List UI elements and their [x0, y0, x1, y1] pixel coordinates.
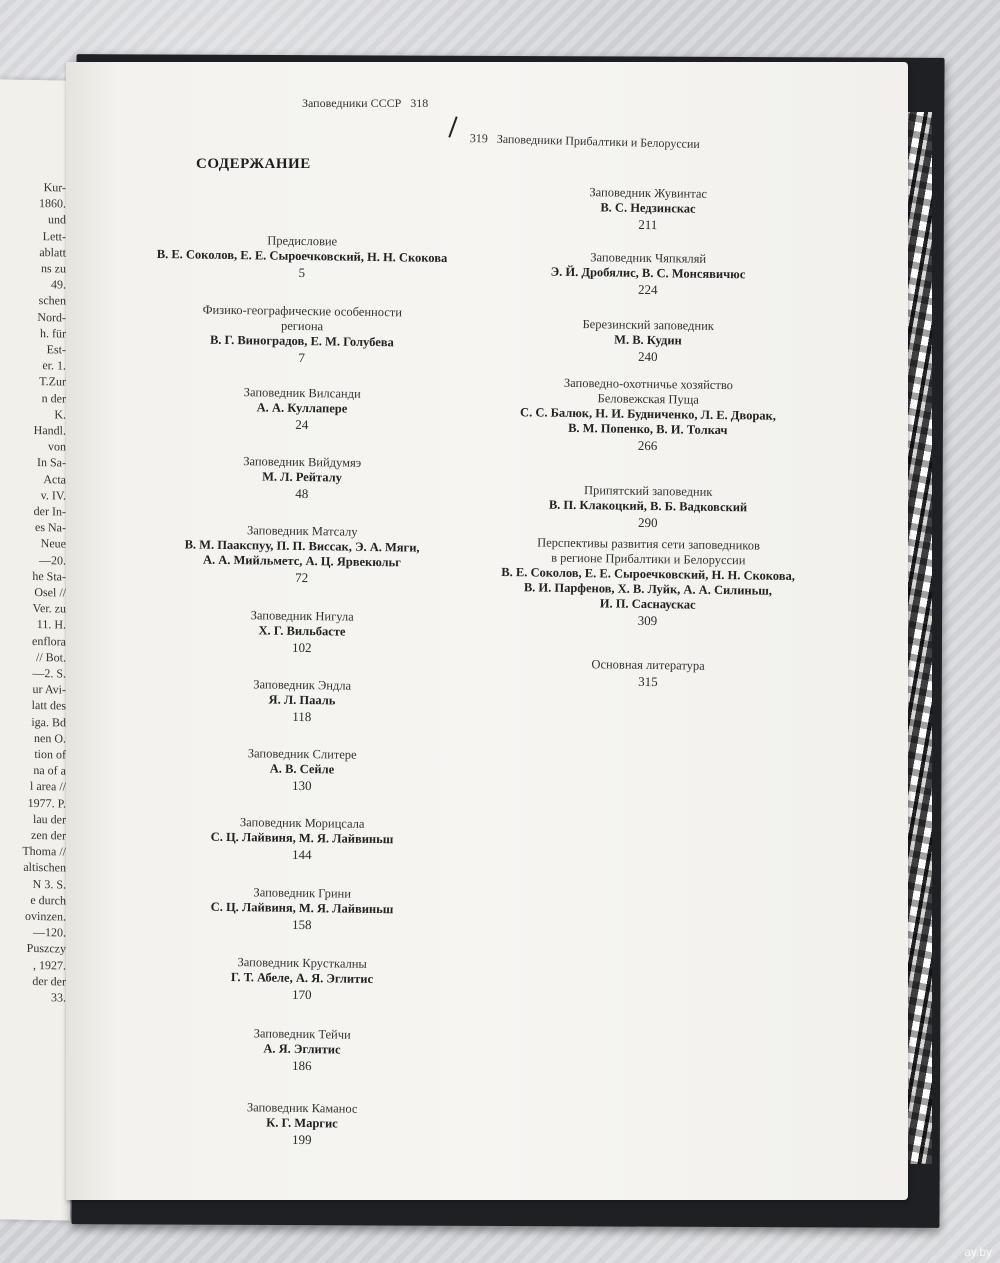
- page-title: СОДЕРЖАНИЕ: [196, 156, 311, 172]
- left-page-text-fragment: , 1927.: [33, 957, 66, 973]
- toc-entry-page-number: 72: [295, 569, 309, 586]
- toc-entry-title: Заповедник Чяпкяляй: [590, 250, 707, 266]
- left-page-text-fragment: ur Avi-: [32, 682, 66, 697]
- toc-entry: [448, 183, 849, 236]
- toc-entry-authors: Г. Т. Абеле, А. Я. Эглитис: [230, 970, 374, 986]
- left-page-text-fragment: lau der: [33, 811, 66, 827]
- toc-entry-title: Заповедник Жувинтас: [589, 185, 708, 201]
- toc-entry-authors: С. Ц. Лайвиня, М. Я. Лайвиньш: [210, 829, 394, 847]
- left-page-text-fragment: enflora: [32, 633, 66, 649]
- toc-entry: [447, 374, 848, 457]
- toc-entry-authors: В. П. Клакоцкий, В. Б. Вадковский: [548, 497, 748, 515]
- toc-entry: [102, 452, 503, 505]
- toc-entry-authors: К. Г. Маргис: [266, 1115, 338, 1131]
- toc-entry-title: в регионе Прибалтики и Белоруссии: [551, 550, 746, 568]
- toc-entry-title: Основная литература: [591, 657, 705, 673]
- toc-entry-page-number: 290: [637, 514, 658, 531]
- left-page-text-fragment: tion of: [34, 746, 66, 762]
- left-page-text-fragment: 49.: [51, 277, 66, 292]
- left-page-text-fragment: nen O.: [34, 730, 66, 746]
- toc-entry-title: Заповедник Эндла: [253, 677, 352, 693]
- toc-entry-page-number: 7: [298, 349, 306, 366]
- toc-entry-title: Заповедник Нигула: [250, 608, 354, 624]
- left-page-text-fragment: Osel //: [34, 584, 66, 600]
- toc-entry: [448, 655, 848, 693]
- left-page-text-fragment: es Na-: [35, 520, 66, 535]
- toc-entry-authors: В. М. Попенко, В. И. Толкач: [568, 420, 728, 438]
- left-page-text-fragment: Kur-: [43, 180, 66, 195]
- toc-entry-page-number: 158: [291, 916, 312, 933]
- toc-entry: [102, 606, 503, 659]
- toc-entry: [448, 481, 849, 534]
- left-page-text-fragment: und: [48, 212, 66, 227]
- toc-entry-title: Припятский заповедник: [583, 483, 713, 499]
- running-header-left: [302, 96, 428, 111]
- left-page-text-fragment: Acta: [43, 471, 66, 487]
- toc-entry: [102, 231, 503, 284]
- toc-entry-page-number: 5: [298, 264, 306, 281]
- left-page-text-fragment: h. für: [40, 325, 66, 341]
- left-page-text-fragment: 33.: [51, 990, 66, 1005]
- toc-entry-page-number: 48: [295, 485, 309, 502]
- watermark: ay.by: [964, 1245, 992, 1259]
- toc-entry: [102, 383, 503, 436]
- toc-entry-title: Заповедник Морицсала: [239, 815, 365, 831]
- toc-entry-page-number: 24: [295, 416, 309, 433]
- left-page-text-fragment: ovinzen.: [25, 908, 66, 924]
- toc-entry-authors: С. С. Балюк, Н. И. Будниченко, Л. Е. Дворак,: [520, 405, 777, 423]
- left-page-text-fragment: Lett-: [42, 228, 66, 244]
- toc-entry-page-number: 309: [637, 612, 658, 629]
- left-page-text-fragment: ns zu: [41, 261, 66, 276]
- toc-entry-page-number: 130: [291, 777, 312, 794]
- toc-entry-title: Заповедник Вилсанди: [243, 385, 361, 401]
- toc-entry-title: Березинский заповедник: [582, 317, 715, 333]
- toc-entry-page-number: 315: [638, 673, 658, 690]
- toc-entry-authors: М. Л. Рейталу: [262, 469, 342, 485]
- toc-entry-title: Заповедник Грини: [253, 885, 352, 901]
- toc-entry: [102, 813, 503, 866]
- previous-left-page: [0, 79, 70, 1220]
- left-page-text-fragment: latt des: [31, 698, 66, 713]
- left-page-text-fragment: altischen: [23, 860, 66, 875]
- toc-entry: [102, 1098, 503, 1151]
- toc-entry-page-number: 170: [291, 986, 312, 1003]
- toc-entry-authors: В. М. Паакспуу, П. П. Виссак, Э. А. Мяги,: [184, 537, 420, 555]
- toc-entry: [102, 301, 503, 369]
- toc-entry-authors: Я. Л. Пааль: [268, 692, 336, 708]
- toc-entry-authors: В. Е. Соколов, Е. Е. Сыроечковский, Н. Н. Скокова,: [501, 564, 796, 584]
- toc-entry-authors: В. С. Недзинскас: [600, 200, 696, 216]
- toc-entry-title: Заповедник Крусткалны: [237, 955, 367, 971]
- left-page-text-fragment: Neue: [40, 536, 66, 551]
- toc-entry-title: Предисловие: [267, 233, 338, 249]
- toc-entry-title: Заповедник Матсалу: [246, 523, 358, 539]
- toc-entry: [102, 744, 503, 797]
- left-page-text-fragment: na of a: [33, 763, 66, 778]
- toc-entry-title: Заповедник Тейчи: [253, 1026, 351, 1042]
- toc-entry-page-number: 211: [638, 216, 658, 233]
- toc-entry-authors: А. В. Сейле: [269, 761, 335, 777]
- left-page-text-fragment: l area //: [30, 779, 66, 794]
- left-page-text-fragment: —20.: [39, 552, 66, 568]
- toc-entry-page-number: 144: [291, 846, 312, 863]
- left-page-text-fragment: Nord-: [37, 309, 66, 325]
- toc-entry-page-number: 240: [637, 348, 658, 365]
- toc-entry-authors: М. В. Кудин: [614, 332, 682, 348]
- toc-entry-page-number: 266: [637, 437, 658, 454]
- running-header-left-title: Заповедники СССР: [302, 96, 402, 110]
- toc-entry-title: Заповедник Вийдумяэ: [243, 454, 362, 470]
- left-page-text-fragment: er. 1.: [42, 358, 66, 373]
- toc-entry-page-number: 224: [637, 281, 658, 298]
- left-page-text-fragment: 1977. P.: [27, 795, 66, 811]
- left-page-text-fragment: K.: [54, 407, 66, 422]
- toc-entry-title: Беловежская Пуща: [597, 391, 699, 407]
- running-header-right-page: 319: [469, 131, 488, 146]
- toc-entry-authors: В. Г. Виноградов, Е. М. Голубева: [209, 332, 394, 350]
- left-page-text-fragment: —120.: [33, 925, 66, 940]
- left-page-text-fragment: der der: [32, 973, 66, 989]
- left-page-text-fragment: 1860.: [39, 196, 66, 211]
- left-page-text-fragment: von: [48, 439, 66, 454]
- left-page-text-fragment: 11. H.: [36, 617, 66, 632]
- toc-entry-title: Физико-географические особенности: [202, 302, 403, 320]
- toc-entry-title: Перспективы развития сети заповедников: [537, 535, 761, 553]
- toc-entry-page-number: 186: [291, 1057, 312, 1074]
- left-page-text-fragment: e durch: [30, 892, 66, 908]
- toc-entry-page-number: 102: [291, 639, 312, 656]
- toc-entry-authors: А. А. Куллапере: [256, 400, 348, 416]
- toc-entry: [102, 1024, 503, 1077]
- toc-entry: [102, 883, 503, 936]
- left-page-text-fragment: T.Zur: [39, 374, 66, 389]
- toc-entry-title: региона: [280, 318, 324, 334]
- left-page-text-fragment: Puszczy: [26, 941, 66, 956]
- left-page-text-fragment: he Sta-: [32, 568, 66, 584]
- left-page-text-fragment: Ver. zu: [32, 601, 66, 616]
- toc-entry-authors: Х. Г. Вильбасте: [258, 623, 346, 639]
- left-page-text-fragment: —2. S.: [32, 665, 66, 681]
- left-page-text-fragment: v. IV.: [40, 487, 66, 503]
- toc-entry-page-number: 118: [292, 708, 312, 725]
- left-page-text-fragment: ablatt: [39, 244, 66, 260]
- left-page-text-fragment: Handl.: [33, 422, 66, 438]
- toc-entry: [448, 315, 849, 368]
- toc-entry: [102, 521, 503, 589]
- left-page-text-fragment: schen: [38, 293, 66, 308]
- toc-entry: [448, 248, 849, 301]
- left-page-text-fragment: der In-: [33, 503, 66, 519]
- running-header-left-page: 318: [410, 96, 429, 110]
- toc-entry-page-number: 199: [291, 1131, 312, 1148]
- toc-entry: [447, 534, 848, 632]
- left-page-text-fragment: n der: [41, 390, 66, 406]
- left-page-text-fragment: zen der: [31, 827, 66, 843]
- toc-entry: [102, 675, 503, 728]
- left-page-text-fragment: In Sa-: [37, 455, 66, 470]
- left-page-text-fragment: Est-: [46, 342, 66, 357]
- left-page-text-fragment: Thoma //: [22, 843, 66, 859]
- toc-entry-authors: В. Е. Соколов, Е. Е. Сыроечковский, Н. Н. Скокова: [156, 246, 448, 266]
- toc-entry: [102, 953, 503, 1006]
- toc-entry-title: Заповедник Каманос: [246, 1100, 358, 1116]
- left-page-text-fragment: N 3. S.: [32, 876, 66, 892]
- toc-entry-authors: Э. Й. Дробялис, В. С. Монсявичюс: [550, 264, 746, 282]
- running-header-right-title: Заповедники Прибалтики и Белоруссии: [496, 131, 700, 152]
- left-page-text-fragment: iga. Bd: [31, 714, 66, 730]
- toc-entry-authors: А. Я. Эглитис: [263, 1041, 341, 1057]
- toc-entry-title: Заповедно-охотничье хозяйство: [563, 375, 734, 393]
- toc-entry-authors: А. А. Мийльметс, А. Ц. Ярвекюльг: [202, 552, 401, 570]
- left-page-text-fragment: // Bot.: [35, 649, 66, 665]
- toc-entry-authors: В. И. Парфенов, Х. В. Луйк, А. А. Силиньш,: [523, 580, 773, 598]
- toc-entry-authors: С. Ц. Лайвиня, М. Я. Лайвиньш: [210, 899, 394, 917]
- toc-entry-title: Заповедник Слитере: [247, 746, 357, 762]
- toc-entry-authors: И. П. Саснаускас: [599, 596, 696, 612]
